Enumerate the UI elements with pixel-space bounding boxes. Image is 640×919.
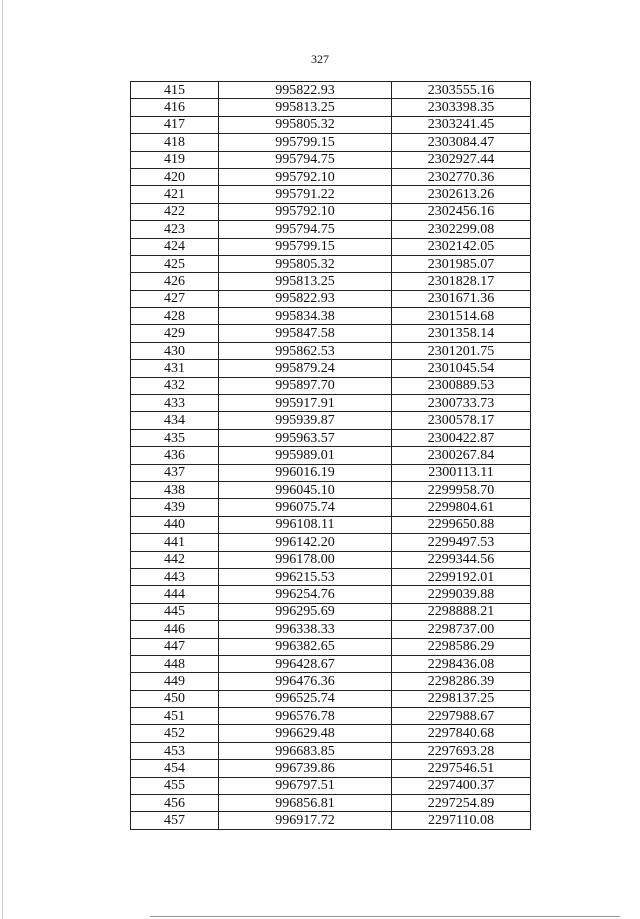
- table-row: [131, 534, 531, 551]
- table-row: [131, 568, 531, 585]
- table-row: [131, 673, 531, 690]
- point-number-cell: 423: [131, 221, 219, 238]
- table-row: [131, 186, 531, 203]
- point-number-cell: 446: [131, 621, 219, 638]
- point-number-cell: 432: [131, 377, 219, 394]
- point-number-cell: 418: [131, 134, 219, 151]
- table-row: [131, 134, 531, 151]
- x-coordinate-cell: 996683.85: [219, 742, 392, 759]
- table-row: [131, 273, 531, 290]
- table-row: [131, 238, 531, 255]
- y-coordinate-cell: 2301358.14: [392, 325, 531, 342]
- table-row: [131, 203, 531, 220]
- y-coordinate-cell: 2302927.44: [392, 151, 531, 168]
- y-coordinate-cell: 2299039.88: [392, 586, 531, 603]
- point-number-cell: 427: [131, 290, 219, 307]
- y-coordinate-cell: 2297110.08: [392, 812, 531, 829]
- table-row: [131, 603, 531, 620]
- table-row: [131, 99, 531, 116]
- table-row: [131, 290, 531, 307]
- y-coordinate-cell: 2300113.11: [392, 464, 531, 481]
- x-coordinate-cell: 995847.58: [219, 325, 392, 342]
- x-coordinate-cell: 995791.22: [219, 186, 392, 203]
- point-number-cell: 455: [131, 777, 219, 794]
- table-row: [131, 586, 531, 603]
- x-coordinate-cell: 995822.93: [219, 82, 392, 99]
- point-number-cell: 424: [131, 238, 219, 255]
- y-coordinate-cell: 2301045.54: [392, 360, 531, 377]
- point-number-cell: 454: [131, 760, 219, 777]
- y-coordinate-cell: 2299958.70: [392, 481, 531, 498]
- point-number-cell: 435: [131, 429, 219, 446]
- page-edge-left: [2, 0, 3, 919]
- x-coordinate-cell: 995794.75: [219, 221, 392, 238]
- y-coordinate-cell: 2299804.61: [392, 499, 531, 516]
- x-coordinate-cell: 996739.86: [219, 760, 392, 777]
- table-row: [131, 447, 531, 464]
- table-row: [131, 621, 531, 638]
- x-coordinate-cell: 995799.15: [219, 238, 392, 255]
- x-coordinate-cell: 995879.24: [219, 360, 392, 377]
- point-number-cell: 428: [131, 308, 219, 325]
- x-coordinate-cell: 995792.10: [219, 203, 392, 220]
- x-coordinate-cell: 995963.57: [219, 429, 392, 446]
- y-coordinate-cell: 2301985.07: [392, 255, 531, 272]
- table-row: [131, 499, 531, 516]
- table-row: [131, 429, 531, 446]
- table-row: [131, 742, 531, 759]
- x-coordinate-cell: 996016.19: [219, 464, 392, 481]
- y-coordinate-cell: 2300578.17: [392, 412, 531, 429]
- point-number-cell: 442: [131, 551, 219, 568]
- table-row: [131, 812, 531, 829]
- x-coordinate-cell: 995805.32: [219, 255, 392, 272]
- x-coordinate-cell: 995989.01: [219, 447, 392, 464]
- point-number-cell: 436: [131, 447, 219, 464]
- y-coordinate-cell: 2303555.16: [392, 82, 531, 99]
- y-coordinate-cell: 2302613.26: [392, 186, 531, 203]
- y-coordinate-cell: 2300733.73: [392, 395, 531, 412]
- point-number-cell: 421: [131, 186, 219, 203]
- x-coordinate-cell: 996075.74: [219, 499, 392, 516]
- point-number-cell: 450: [131, 690, 219, 707]
- page-number: 327: [311, 52, 329, 66]
- point-number-cell: 441: [131, 534, 219, 551]
- point-number-cell: 434: [131, 412, 219, 429]
- point-number-cell: 415: [131, 82, 219, 99]
- table-row: [131, 481, 531, 498]
- point-number-cell: 449: [131, 673, 219, 690]
- table-row: [131, 655, 531, 672]
- y-coordinate-cell: 2298436.08: [392, 655, 531, 672]
- y-coordinate-cell: 2303241.45: [392, 116, 531, 133]
- point-number-cell: 440: [131, 516, 219, 533]
- x-coordinate-cell: 996108.11: [219, 516, 392, 533]
- table-row: [131, 777, 531, 794]
- x-coordinate-cell: 996215.53: [219, 568, 392, 585]
- x-coordinate-cell: 996254.76: [219, 586, 392, 603]
- table-row: [131, 638, 531, 655]
- point-number-cell: 417: [131, 116, 219, 133]
- x-coordinate-cell: 995862.53: [219, 342, 392, 359]
- point-number-cell: 425: [131, 255, 219, 272]
- x-coordinate-cell: 995813.25: [219, 273, 392, 290]
- x-coordinate-cell: 996476.36: [219, 673, 392, 690]
- x-coordinate-cell: 996856.81: [219, 795, 392, 812]
- y-coordinate-cell: 2297254.89: [392, 795, 531, 812]
- y-coordinate-cell: 2298137.25: [392, 690, 531, 707]
- y-coordinate-cell: 2299344.56: [392, 551, 531, 568]
- y-coordinate-cell: 2298286.39: [392, 673, 531, 690]
- point-number-cell: 448: [131, 655, 219, 672]
- point-number-cell: 422: [131, 203, 219, 220]
- table-row: [131, 221, 531, 238]
- x-coordinate-cell: 995939.87: [219, 412, 392, 429]
- point-number-cell: 416: [131, 99, 219, 116]
- y-coordinate-cell: 2302299.08: [392, 221, 531, 238]
- y-coordinate-cell: 2302142.05: [392, 238, 531, 255]
- table-row: [131, 308, 531, 325]
- y-coordinate-cell: 2303084.47: [392, 134, 531, 151]
- table-row: [131, 377, 531, 394]
- y-coordinate-cell: 2301828.17: [392, 273, 531, 290]
- point-number-cell: 444: [131, 586, 219, 603]
- table-row: [131, 342, 531, 359]
- table-row: [131, 725, 531, 742]
- y-coordinate-cell: 2302770.36: [392, 168, 531, 185]
- point-number-cell: 438: [131, 481, 219, 498]
- point-number-cell: 437: [131, 464, 219, 481]
- table-row: [131, 551, 531, 568]
- table-row: [131, 760, 531, 777]
- y-coordinate-cell: 2302456.16: [392, 203, 531, 220]
- y-coordinate-cell: 2298888.21: [392, 603, 531, 620]
- y-coordinate-cell: 2298586.29: [392, 638, 531, 655]
- x-coordinate-cell: 996382.65: [219, 638, 392, 655]
- y-coordinate-cell: 2299192.01: [392, 568, 531, 585]
- table-row: [131, 325, 531, 342]
- x-coordinate-cell: 996576.78: [219, 708, 392, 725]
- table-row: [131, 82, 531, 99]
- table-row: [131, 795, 531, 812]
- x-coordinate-cell: 996142.20: [219, 534, 392, 551]
- y-coordinate-cell: 2298737.00: [392, 621, 531, 638]
- x-coordinate-cell: 996917.72: [219, 812, 392, 829]
- table-row: [131, 360, 531, 377]
- point-number-cell: 457: [131, 812, 219, 829]
- y-coordinate-cell: 2297840.68: [392, 725, 531, 742]
- point-number-cell: 447: [131, 638, 219, 655]
- point-number-cell: 419: [131, 151, 219, 168]
- y-coordinate-cell: 2300422.87: [392, 429, 531, 446]
- table-row: [131, 116, 531, 133]
- table-row: [131, 151, 531, 168]
- table-row: [131, 690, 531, 707]
- x-coordinate-cell: 996797.51: [219, 777, 392, 794]
- y-coordinate-cell: 2301201.75: [392, 342, 531, 359]
- point-number-cell: 453: [131, 742, 219, 759]
- y-coordinate-cell: 2299497.53: [392, 534, 531, 551]
- point-number-cell: 433: [131, 395, 219, 412]
- y-coordinate-cell: 2300267.84: [392, 447, 531, 464]
- y-coordinate-cell: 2300889.53: [392, 377, 531, 394]
- point-number-cell: 451: [131, 708, 219, 725]
- coordinates-table: [130, 81, 531, 830]
- point-number-cell: 456: [131, 795, 219, 812]
- x-coordinate-cell: 995834.38: [219, 308, 392, 325]
- x-coordinate-cell: 995897.70: [219, 377, 392, 394]
- y-coordinate-cell: 2303398.35: [392, 99, 531, 116]
- coordinates-table-body: [131, 82, 531, 830]
- point-number-cell: 439: [131, 499, 219, 516]
- point-number-cell: 430: [131, 342, 219, 359]
- y-coordinate-cell: 2297400.37: [392, 777, 531, 794]
- point-number-cell: 429: [131, 325, 219, 342]
- y-coordinate-cell: 2297693.28: [392, 742, 531, 759]
- y-coordinate-cell: 2301671.36: [392, 290, 531, 307]
- x-coordinate-cell: 996295.69: [219, 603, 392, 620]
- point-number-cell: 420: [131, 168, 219, 185]
- point-number-cell: 426: [131, 273, 219, 290]
- x-coordinate-cell: 996525.74: [219, 690, 392, 707]
- x-coordinate-cell: 995792.10: [219, 168, 392, 185]
- table-row: [131, 464, 531, 481]
- table-row: [131, 412, 531, 429]
- y-coordinate-cell: 2299650.88: [392, 516, 531, 533]
- x-coordinate-cell: 996178.00: [219, 551, 392, 568]
- x-coordinate-cell: 995822.93: [219, 290, 392, 307]
- point-number-cell: 431: [131, 360, 219, 377]
- x-coordinate-cell: 996045.10: [219, 481, 392, 498]
- x-coordinate-cell: 995917.91: [219, 395, 392, 412]
- x-coordinate-cell: 996428.67: [219, 655, 392, 672]
- table-row: [131, 395, 531, 412]
- y-coordinate-cell: 2301514.68: [392, 308, 531, 325]
- x-coordinate-cell: 995805.32: [219, 116, 392, 133]
- point-number-cell: 443: [131, 568, 219, 585]
- table-row: [131, 255, 531, 272]
- page-edge-bottom: [150, 916, 620, 917]
- x-coordinate-cell: 995799.15: [219, 134, 392, 151]
- x-coordinate-cell: 996338.33: [219, 621, 392, 638]
- x-coordinate-cell: 995813.25: [219, 99, 392, 116]
- table-row: [131, 708, 531, 725]
- table-row: [131, 168, 531, 185]
- y-coordinate-cell: 2297988.67: [392, 708, 531, 725]
- y-coordinate-cell: 2297546.51: [392, 760, 531, 777]
- point-number-cell: 445: [131, 603, 219, 620]
- point-number-cell: 452: [131, 725, 219, 742]
- table-row: [131, 516, 531, 533]
- x-coordinate-cell: 996629.48: [219, 725, 392, 742]
- x-coordinate-cell: 995794.75: [219, 151, 392, 168]
